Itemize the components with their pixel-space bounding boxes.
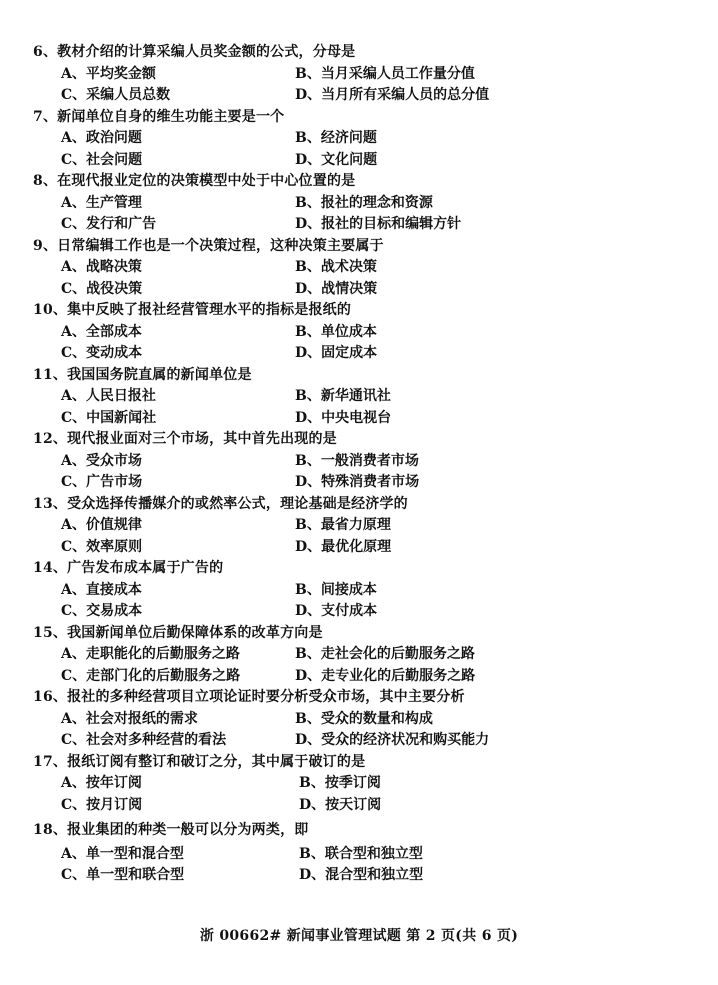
option-row [33,150,693,172]
option-a: A、直接成本 [61,581,142,598]
question-stem: 16、报社的多种经营项目立项论证时要分析受众市场，其中主要分析 [33,689,465,705]
option-row [33,795,693,817]
option-b: B、间接成本 [295,581,377,598]
question-12 [33,429,693,494]
option-row [33,408,693,430]
option-d: D、按天订阅 [299,796,382,813]
option-row [33,343,693,365]
option-c: C、交易成本 [61,603,143,619]
option-row [33,601,693,623]
option-d: D、混合型和独立型 [299,867,424,883]
option-c: C、单一型和联合型 [61,867,185,883]
option-b: B、按季订阅 [299,775,381,791]
option-a: A、政治问题 [61,130,142,146]
option-row [33,451,693,473]
option-a: A、走职能化的后勤服务之路 [61,646,240,662]
option-c: C、发行和广告 [61,216,157,232]
question-stem: 11、我国国务院直属的新闻单位是 [33,366,252,383]
option-row [33,257,693,279]
option-a: A、单一型和混合型 [61,845,184,862]
option-b: B、一般消费者市场 [295,452,419,469]
option-a: A、平均奖金额 [61,65,156,82]
question-stem: 18、报业集团的种类一般可以分为两类，即 [33,822,309,838]
option-c: C、按月订阅 [61,796,143,813]
option-row [33,844,693,866]
option-row [33,515,693,537]
option-d: D、支付成本 [295,603,378,619]
option-d: D、文化问题 [295,151,378,168]
option-d: D、受众的经济状况和购买能力 [295,732,490,748]
option-row [33,709,693,731]
question-16 [33,687,693,752]
option-a: A、社会对报纸的需求 [61,710,198,727]
option-row [33,214,693,236]
question-8 [33,171,693,236]
option-row [33,865,693,887]
option-a: A、按年订阅 [61,775,142,791]
option-d: D、战情决策 [295,280,378,297]
option-a: A、全部成本 [61,323,142,340]
option-row [33,128,693,150]
question-6 [33,42,693,107]
question-stem: 13、受众选择传播媒介的或然率公式，理论基础是经济学的 [33,495,408,512]
option-a: A、价值规律 [61,517,142,533]
option-row [33,644,693,666]
option-c: C、战役决策 [61,280,143,297]
option-d: D、最优化原理 [295,538,392,555]
option-d: D、固定成本 [295,345,378,361]
question-stem: 17、报纸订阅有整订和破订之分，其中属于破订的是 [33,753,366,770]
question-14 [33,558,693,623]
option-row [33,666,693,688]
option-c: C、采编人员总数 [61,87,171,103]
option-c: C、中国新闻社 [61,409,157,426]
question-stem: 6、教材介绍的计算采编人员奖金额的公式，分母是 [33,44,356,60]
option-c: C、社会问题 [61,151,143,168]
option-d: D、报社的目标和编辑方针 [295,216,462,232]
question-18 [33,820,693,887]
option-c: C、广告市场 [61,474,143,490]
option-d: D、走专业化的后勤服务之路 [295,667,476,684]
option-row [33,730,693,752]
option-d: D、特殊消费者市场 [295,474,420,490]
question-7 [33,107,693,172]
option-a: A、战略决策 [61,259,142,275]
question-15 [33,623,693,688]
option-c: C、社会对多种经营的看法 [61,732,227,748]
question-stem: 12、现代报业面对三个市场，其中首先出现的是 [33,431,337,447]
option-b: B、联合型和独立型 [299,845,423,862]
option-b: B、经济问题 [295,130,377,146]
question-list [33,42,693,887]
option-c: C、效率原则 [61,538,143,555]
option-b: B、单位成本 [295,323,377,340]
question-stem: 9、日常编辑工作也是一个决策过程，这种决策主要属于 [33,237,384,254]
question-stem: 15、我国新闻单位后勤保障体系的改革方向是 [33,624,323,641]
question-17 [33,752,693,817]
option-row [33,193,693,215]
option-a: A、生产管理 [61,194,142,211]
option-b: B、新华通讯社 [295,388,391,404]
option-row [33,537,693,559]
option-row [33,773,693,795]
option-d: D、中央电视台 [295,409,392,426]
option-row [33,85,693,107]
question-stem: 14、广告发布成本属于广告的 [33,560,224,576]
option-a: A、人民日报社 [61,388,156,404]
option-row [33,64,693,86]
option-row [33,322,693,344]
option-b: B、战术决策 [295,259,377,275]
question-stem: 10、集中反映了报社经营管理水平的指标是报纸的 [33,302,352,318]
option-c: C、走部门化的后勤服务之路 [61,667,241,684]
option-a: A、受众市场 [61,452,142,469]
page-footer: 浙 00662# 新闻事业管理试题 第 2 页(共 6 页) [199,928,519,944]
option-b: B、受众的数量和构成 [295,710,433,727]
question-13 [33,494,693,559]
question-stem: 8、在现代报业定位的决策模型中处于中心位置的是 [33,173,356,189]
option-b: B、走社会化的后勤服务之路 [295,646,475,662]
question-stem: 7、新闻单位自身的维生功能主要是一个 [33,108,285,125]
option-b: B、报社的理念和资源 [295,194,433,211]
question-11 [33,365,693,430]
question-9 [33,236,693,301]
option-row [33,386,693,408]
option-b: B、当月采编人员工作量分值 [295,65,475,82]
option-d: D、当月所有采编人员的总分值 [295,87,490,103]
option-c: C、变动成本 [61,345,143,361]
option-b: B、最省力原理 [295,517,391,533]
option-row [33,279,693,301]
option-row [33,472,693,494]
option-row [33,580,693,602]
question-10 [33,300,693,365]
